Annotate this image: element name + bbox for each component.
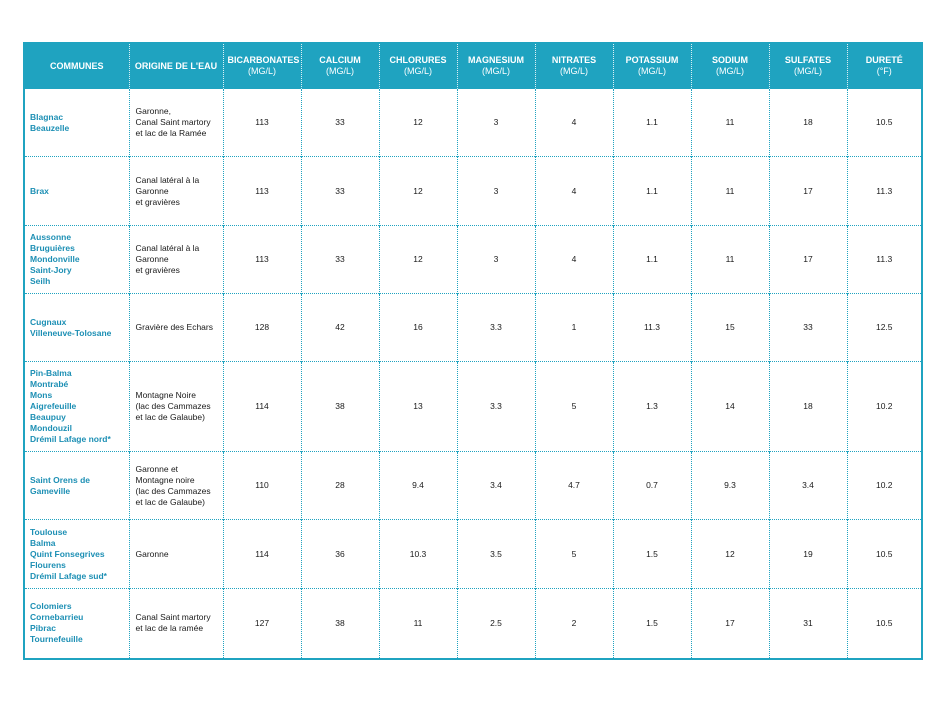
commune-name: Cornebarrieu: [30, 612, 84, 623]
calcium-cell: 42: [301, 294, 379, 362]
sulfates-cell: 33: [769, 294, 847, 362]
magnesium-cell: 3.3: [457, 294, 535, 362]
commune-name: Gameville: [30, 485, 71, 496]
sulfates-cell: 17: [769, 157, 847, 226]
potassium-cell: 1.1: [613, 226, 691, 294]
header-label: CHLORURES: [389, 55, 447, 65]
calcium-cell: 36: [301, 520, 379, 589]
commune-name: Brax: [30, 185, 49, 196]
origine-cell: [129, 157, 223, 226]
origine-line: Canal latéral à la: [135, 174, 200, 185]
header-label: MAGNESIUM: [468, 55, 524, 65]
origine-line: et gravières: [135, 265, 180, 275]
origine-line: Garonne: [135, 254, 169, 264]
sulfates-cell: 17: [769, 226, 847, 294]
header-unit: (MG/L): [326, 66, 354, 76]
origine-line: Canal Saint martory: [135, 612, 211, 623]
magnesium-cell: 3: [457, 89, 535, 157]
communes-cell: [24, 520, 129, 589]
commune-name: Aigrefeuille: [30, 401, 77, 411]
header-unit: (MG/L): [638, 66, 666, 76]
origine-cell: [129, 452, 223, 520]
table-body: [24, 89, 922, 659]
origine-cell: [129, 362, 223, 452]
table-row: [24, 452, 922, 520]
table-row: [24, 89, 922, 157]
potassium-cell: 1.1: [613, 157, 691, 226]
bicarbonates-cell: 114: [223, 520, 301, 589]
magnesium-cell: 3.4: [457, 452, 535, 520]
origine-line: et lac de Galaube): [135, 412, 205, 422]
header-chlorures: [379, 43, 457, 89]
origine-line: Canal latéral à la: [135, 243, 200, 253]
magnesium-cell: 2.5: [457, 589, 535, 659]
nitrates-cell: 5: [535, 362, 613, 452]
header-unit: (MG/L): [404, 66, 432, 76]
durete-cell: 11.3: [847, 157, 922, 226]
durete-cell: 10.5: [847, 89, 922, 157]
header-magnesium: [457, 43, 535, 89]
potassium-cell: 1.3: [613, 362, 691, 452]
bicarbonates-cell: 110: [223, 452, 301, 520]
sodium-cell: 17: [691, 589, 769, 659]
commune-name: Beauzelle: [30, 122, 70, 133]
chlorures-cell: 12: [379, 89, 457, 157]
commune-name: Villeneuve-Tolosane: [30, 327, 112, 338]
table-row: [24, 226, 922, 294]
origine-line: Garonne: [135, 548, 169, 559]
sodium-cell: 11: [691, 157, 769, 226]
origine-cell: [129, 589, 223, 659]
sulfates-cell: 31: [769, 589, 847, 659]
bicarbonates-cell: 114: [223, 362, 301, 452]
sulfates-cell: 18: [769, 362, 847, 452]
magnesium-cell: 3.3: [457, 362, 535, 452]
commune-name: Mondonville: [30, 254, 80, 264]
header-unit: (MG/L): [794, 66, 822, 76]
header-durete: [847, 43, 922, 89]
nitrates-cell: 5: [535, 520, 613, 589]
sodium-cell: 15: [691, 294, 769, 362]
header-label: DURETÉ: [865, 55, 903, 65]
potassium-cell: 1.1: [613, 89, 691, 157]
commune-name: Mons: [30, 390, 53, 400]
header-label: BICARBONATES: [227, 55, 300, 65]
origine-cell: [129, 520, 223, 589]
header-label: NITRATES: [551, 55, 597, 65]
chlorures-cell: 13: [379, 362, 457, 452]
header-unit: (MG/L): [482, 66, 510, 76]
header-label: ORIGINE DE L'EAU: [134, 60, 218, 71]
header-bicarbonates: [223, 43, 301, 89]
chlorures-cell: 10.3: [379, 520, 457, 589]
calcium-cell: 33: [301, 226, 379, 294]
header-unit: (MG/L): [716, 66, 744, 76]
origine-line: Canal Saint martory: [135, 117, 211, 127]
origine-line: Montagne noire: [135, 474, 195, 485]
communes-cell: [24, 157, 129, 226]
nitrates-cell: 2: [535, 589, 613, 659]
header-label: SULFATES: [784, 55, 832, 65]
communes-cell: [24, 226, 129, 294]
magnesium-cell: 3.5: [457, 520, 535, 589]
potassium-cell: 1.5: [613, 589, 691, 659]
nitrates-cell: 4: [535, 226, 613, 294]
sulfates-cell: 18: [769, 89, 847, 157]
magnesium-cell: 3: [457, 157, 535, 226]
potassium-cell: 1.5: [613, 520, 691, 589]
chlorures-cell: 11: [379, 589, 457, 659]
calcium-cell: 33: [301, 89, 379, 157]
origine-line: Gravière des Echars: [135, 322, 213, 332]
commune-name: Beaupuy: [30, 412, 66, 422]
communes-cell: [24, 362, 129, 452]
origine-line: et lac de Galaube): [135, 496, 205, 507]
origine-line: et lac de la ramée: [135, 623, 204, 634]
commune-name: Blagnac: [30, 111, 64, 122]
commune-name: Pibrac: [30, 623, 56, 634]
communes-cell: [24, 452, 129, 520]
calcium-cell: 38: [301, 589, 379, 659]
commune-name: Balma: [30, 537, 56, 548]
header-sodium: [691, 43, 769, 89]
table-row: [24, 157, 922, 226]
calcium-cell: 28: [301, 452, 379, 520]
origine-cell: [129, 89, 223, 157]
commune-name: Pin-Balma: [30, 368, 72, 378]
origine-line: (lac des Cammazes: [135, 485, 211, 496]
commune-name: Bruguières: [30, 243, 75, 253]
origine-line: Garonne et: [135, 463, 179, 474]
nitrates-cell: 1: [535, 294, 613, 362]
origine-cell: [129, 294, 223, 362]
calcium-cell: 38: [301, 362, 379, 452]
header-label: COMMUNES: [50, 60, 104, 71]
header-sulfates: [769, 43, 847, 89]
sodium-cell: 12: [691, 520, 769, 589]
sulfates-cell: 19: [769, 520, 847, 589]
bicarbonates-cell: 113: [223, 157, 301, 226]
durete-cell: 12.5: [847, 294, 922, 362]
durete-cell: 10.5: [847, 589, 922, 659]
durete-cell: 10.2: [847, 362, 922, 452]
potassium-cell: 11.3: [613, 294, 691, 362]
bicarbonates-cell: 127: [223, 589, 301, 659]
header-nitrates: [535, 43, 613, 89]
bicarbonates-cell: 113: [223, 89, 301, 157]
bicarbonates-cell: 128: [223, 294, 301, 362]
bicarbonates-cell: 113: [223, 226, 301, 294]
commune-name: Flourens: [30, 559, 66, 570]
header-row: [24, 43, 922, 89]
durete-cell: 11.3: [847, 226, 922, 294]
header-origine: [129, 43, 223, 89]
table-row: [24, 520, 922, 589]
chlorures-cell: 12: [379, 226, 457, 294]
sodium-cell: 14: [691, 362, 769, 452]
origine-line: Montagne Noire: [135, 390, 196, 400]
header-unit: (°F): [876, 66, 892, 76]
origine-line: Garonne: [135, 185, 169, 196]
header-unit: (MG/L): [248, 66, 276, 76]
sulfates-cell: 3.4: [769, 452, 847, 520]
header-communes: [24, 43, 129, 89]
table-row: [24, 294, 922, 362]
nitrates-cell: 4: [535, 157, 613, 226]
commune-name: Cugnaux: [30, 316, 67, 327]
water-quality-table: [23, 42, 923, 660]
sodium-cell: 9.3: [691, 452, 769, 520]
origine-cell: [129, 226, 223, 294]
commune-name: Aussonne: [30, 232, 72, 242]
origine-line: et lac de la Ramée: [135, 128, 207, 138]
header-unit: (MG/L): [560, 66, 588, 76]
nitrates-cell: 4.7: [535, 452, 613, 520]
chlorures-cell: 12: [379, 157, 457, 226]
calcium-cell: 33: [301, 157, 379, 226]
nitrates-cell: 4: [535, 89, 613, 157]
magnesium-cell: 3: [457, 226, 535, 294]
sodium-cell: 11: [691, 89, 769, 157]
chlorures-cell: 9.4: [379, 452, 457, 520]
commune-name: Mondouzil: [30, 423, 73, 433]
commune-name: Drémil Lafage sud*: [30, 570, 107, 581]
communes-cell: [24, 294, 129, 362]
header-calcium: [301, 43, 379, 89]
durete-cell: 10.2: [847, 452, 922, 520]
commune-name: Seilh: [30, 276, 51, 286]
header-label: POTASSIUM: [625, 55, 679, 65]
origine-line: et gravières: [135, 196, 180, 207]
table-row: [24, 589, 922, 659]
commune-name: Montrabé: [30, 379, 69, 389]
sodium-cell: 11: [691, 226, 769, 294]
potassium-cell: 0.7: [613, 452, 691, 520]
communes-cell: [24, 589, 129, 659]
header-potassium: [613, 43, 691, 89]
header-label: CALCIUM: [319, 55, 361, 65]
origine-line: (lac des Cammazes: [135, 401, 211, 411]
chlorures-cell: 16: [379, 294, 457, 362]
commune-name: Saint-Jory: [30, 265, 72, 275]
commune-name: Saint Orens de: [30, 474, 90, 485]
commune-name: Colomiers: [30, 601, 72, 612]
table-row: [24, 362, 922, 452]
communes-cell: [24, 89, 129, 157]
origine-line: Garonne,: [135, 106, 171, 116]
commune-name: Quint Fonsegrives: [30, 548, 105, 559]
header-label: SODIUM: [712, 55, 748, 65]
commune-name: Drémil Lafage nord*: [30, 434, 111, 444]
durete-cell: 10.5: [847, 520, 922, 589]
commune-name: Toulouse: [30, 526, 68, 537]
commune-name: Tournefeuille: [30, 634, 83, 645]
